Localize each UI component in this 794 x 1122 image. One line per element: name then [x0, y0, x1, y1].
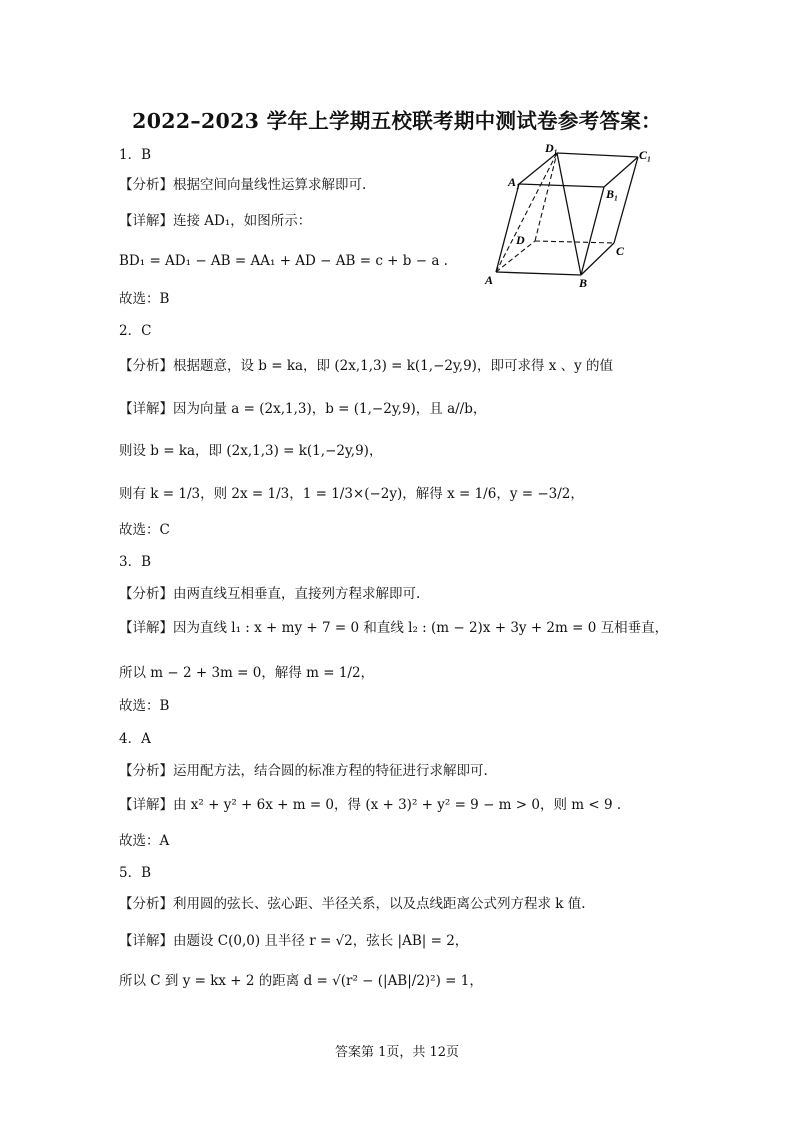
q3-analysis: 【分析】由两直线互相垂直，直接列方程求解即可.	[119, 586, 421, 602]
parallelepiped-figure	[482, 140, 652, 290]
q4-number: 4．A	[119, 731, 151, 747]
q5-number: 5．B	[119, 865, 152, 881]
q3-number: 3．B	[119, 554, 152, 570]
q5-detail: 【详解】由题设 C(0,0) 且半径 r = √2，弦长 |AB| = 2，	[119, 933, 469, 949]
q4-answer: 故选：A	[119, 833, 170, 849]
page-footer: 答案第 1页，共 12页	[334, 1045, 460, 1060]
label-B: B	[579, 276, 588, 290]
q2-analysis: 【分析】根据题意，设 b = ka，即 (2x,1,3) = k(1,−2y,9)，即可求得 x 、y 的值	[119, 358, 614, 374]
q4-analysis: 【分析】运用配方法，结合圆的标准方程的特征进行求解即可.	[119, 763, 488, 779]
edge-BC	[581, 243, 614, 275]
label-A: A	[485, 273, 494, 287]
label-C1: C₁	[639, 148, 652, 162]
q2-answer: 故选：C	[119, 522, 170, 538]
q1-number: 1．B	[119, 147, 152, 163]
q1-answer: 故选：B	[119, 291, 170, 307]
q2-step-1: 则设 b = ka，即 (2x,1,3) = k(1,−2y,9)，	[119, 443, 383, 459]
edge-AB	[496, 272, 581, 275]
edge-D1A1	[519, 153, 557, 184]
edge-A1B1	[519, 184, 604, 187]
edge-B1B	[581, 187, 604, 275]
edge-DD1	[535, 153, 557, 241]
diagonal-BD1	[557, 153, 581, 275]
edge-D1C1	[557, 153, 638, 157]
q1-formula: BD₁ = AD₁ − AB = AA₁ + AD − AB = c + b − a .	[119, 253, 448, 269]
edge-A1A	[496, 184, 519, 272]
q3-answer: 故选：B	[119, 698, 170, 714]
q5-analysis: 【分析】利用圆的弦长、弦心距、半径关系，以及点线距离公式列方程求 k 值.	[119, 896, 586, 912]
q3-detail: 【详解】因为直线 l₁ : x + my + 7 = 0 和直线 l₂ : (m − 2)x + 3y + 2m = 0 互相垂直，	[119, 620, 669, 636]
q2-number: 2．C	[119, 323, 152, 339]
q4-detail: 【详解】由 x² + y² + 6x + m = 0，得 (x + 3)² + y² = 9 − m > 0，则 m < 9 .	[119, 797, 622, 813]
label-D1: D₁	[545, 141, 558, 155]
diagonal-AD1	[496, 153, 557, 272]
q2-detail: 【详解】因为向量 a = (2x,1,3)，b = (1,−2y,9)，且 a//b，	[119, 401, 487, 417]
label-D: D	[516, 233, 525, 247]
label-A1: A₁	[508, 175, 521, 189]
edge-C1B1	[604, 157, 638, 187]
page-title: 2022–2023 学年上学期五校联考期中测试卷参考答案：	[132, 109, 662, 133]
q5-step-1: 所以 C 到 y = kx + 2 的距离 d = √(r² − (|AB|/2)²) = 1，	[119, 973, 483, 989]
label-C: C	[616, 244, 625, 258]
label-B1: B₁	[606, 187, 619, 201]
q1-detail: 【详解】连接 AD₁，如图所示：	[119, 213, 312, 229]
q3-step-1: 所以 m − 2 + 3m = 0，解得 m = 1/2，	[119, 665, 375, 681]
q1-analysis: 【分析】根据空间向量线性运算求解即可.	[119, 177, 367, 193]
q2-step-2: 则有 k = 1/3，则 2x = 1/3，1 = 1/3×(−2y)，解得 x = 1/6，y = −3/2，	[119, 486, 584, 502]
